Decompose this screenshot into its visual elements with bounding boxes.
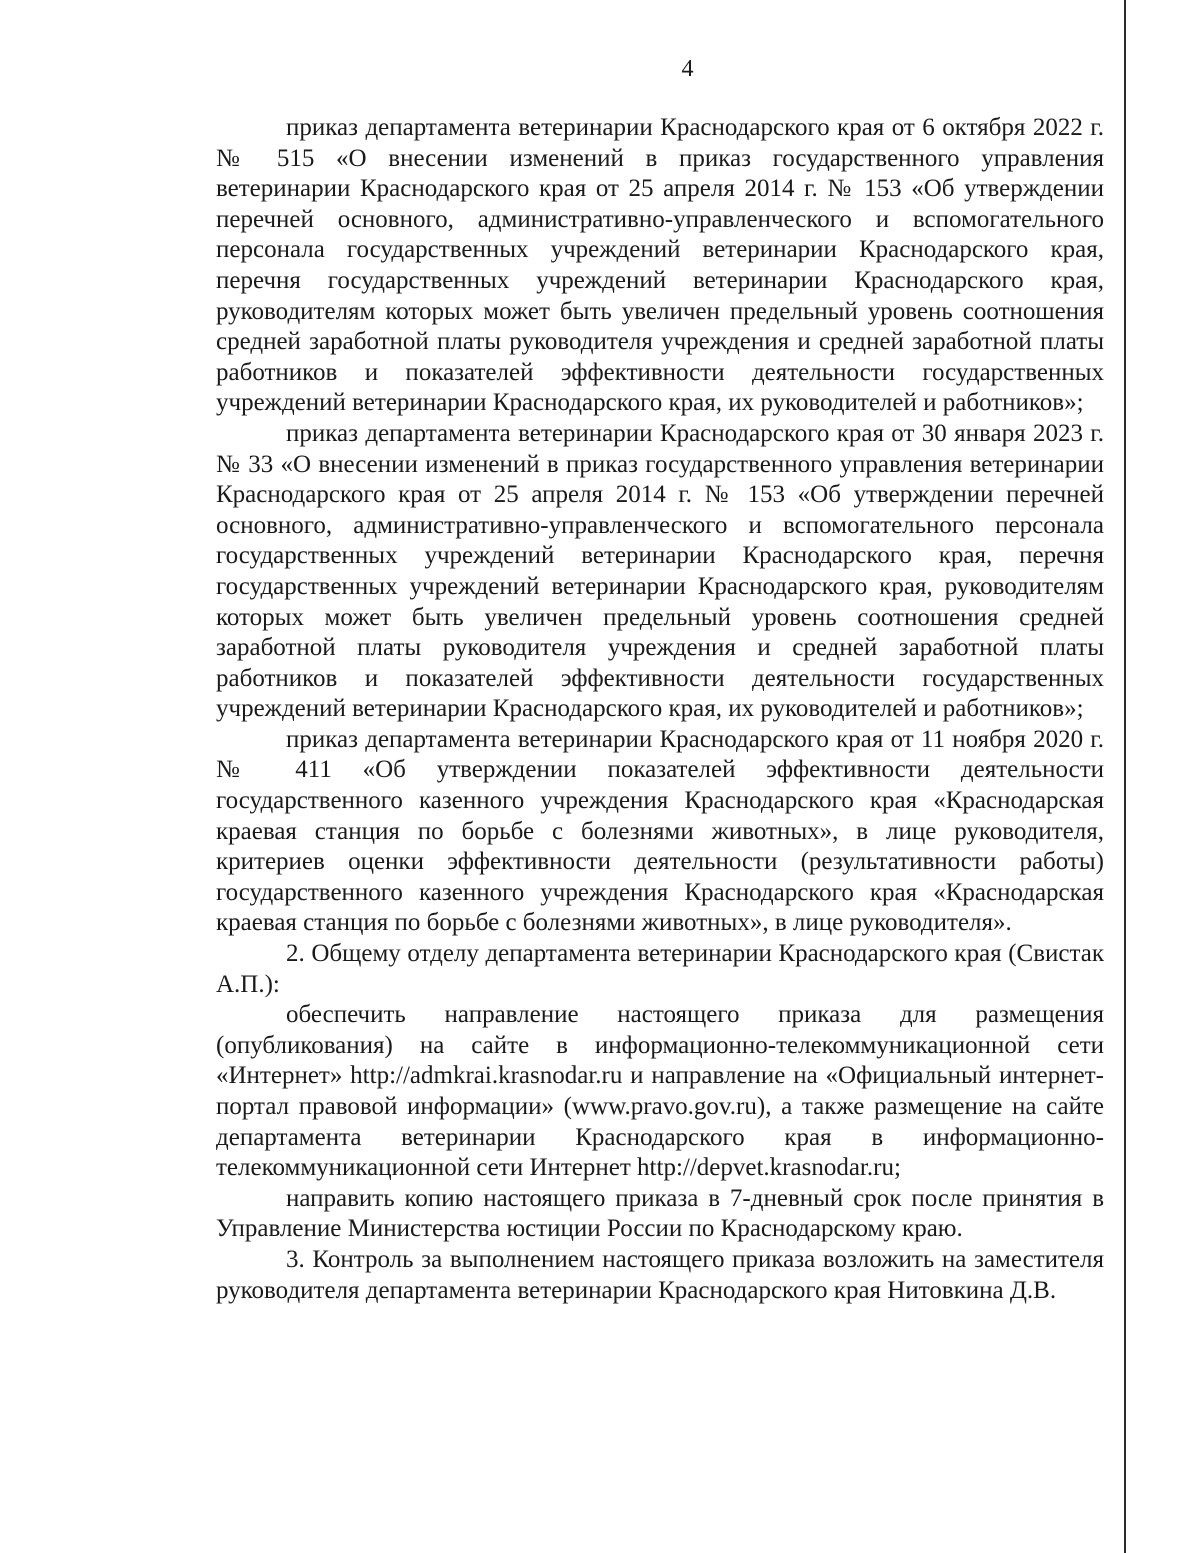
paragraph-publish: обеспечить направление настоящего приказа для размещения (опубликования) на сайте в информационно-телекоммуникационной сети «Интернет» http://admkrai.krasnodar.ru и направление на «Официальный интернет-портал правовой информации» (www.pravo.gov.ru), а также размещение на сайте департамента ветеринарии Краснодарского края в информационно-телекоммуникационной сети Интернет http://depvet.krasnodar.ru; <box>216 1001 1104 1182</box>
paragraph-item-2: 2. Общему отделу департамента ветеринарии Краснодарского края (Свистак А.П.): <box>216 940 1104 998</box>
document-body <box>216 113 1104 1306</box>
page-number: 4 <box>681 56 694 82</box>
paragraph-order-33: приказ департамента ветеринарии Краснодарского края от 30 января 2023 г. № 33 «О внесении изменений в приказ государственного управления ветеринарии Краснодарского края от 25 апреля 2014 г. № 153 «Об утверждении перечней основного, административно-управленческого и вспомогательного персонала государственных учреждений ветеринарии Краснодарского края, перечня государственных учреждений ветеринарии Краснодарского края, руководителям которых может быть увеличен предельный уровень соотношения средней заработной платы руководителя учреждения и средней заработной платы работников и показателей эффективности деятельности государственных учреждений ветеринарии Краснодарского края, их руководителей и работников»; <box>216 419 1104 723</box>
paragraph-item-3: 3. Контроль за выполнением настоящего приказа возложить на заместителя руководителя департамента ветеринарии Краснодарского края Нитовкина Д.В. <box>216 1245 1104 1304</box>
paragraph-send-copy: направить копию настоящего приказа в 7-дневный срок после принятия в Управление Министерства юстиции России по Краснодарскому краю. <box>216 1184 1104 1243</box>
paragraph-order-411: приказ департамента ветеринарии Краснодарского края от 11 ноября 2020 г. № 411 «Об утверждении показателей эффективности деятельности государственного казенного учреждения Краснодарского края «Краснодарская краевая станция по борьбе с болезнями животных», в лице руководителя, критериев оценки эффективности деятельности (результативности работы) государственного казенного учреждения Краснодарского края «Краснодарская краевая станция по борьбе с болезнями животных», в лице руководителя». <box>216 725 1104 937</box>
scan-edge-line <box>1124 0 1126 1553</box>
paragraph-order-515: приказ департамента ветеринарии Краснодарского края от 6 октября 2022 г. № 515 «О внесении изменений в приказ государственного управления ветеринарии Краснодарского края от 25 апреля 2014 г. № 153 «Об утверждении перечней основного, административно-управленческого и вспомогательного персонала государственных учреждений ветеринарии Краснодарского края, перечня государственных учреждений ветеринарии Краснодарского края, руководителям которых может быть увеличен предельный уровень соотношения средней заработной платы руководителя учреждения и средней заработной платы работников и показателей эффективности деятельности государственных учреждений ветеринарии Краснодарского края, их руководителей и работников»; <box>216 114 1104 417</box>
